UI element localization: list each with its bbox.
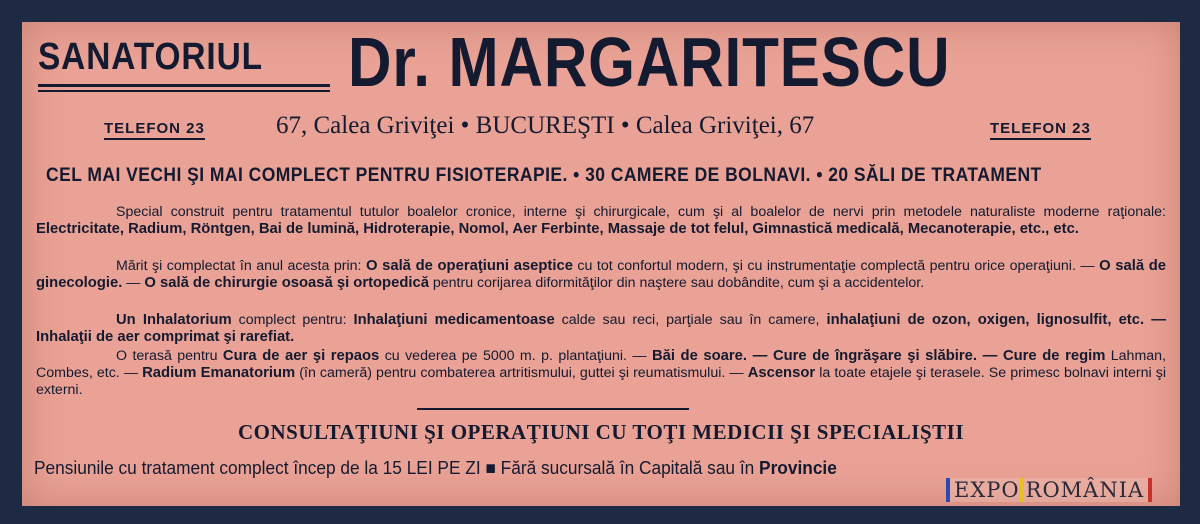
p2-f: O sală de chirurgie osoasă şi ortopedică bbox=[144, 275, 429, 291]
heading-underline bbox=[38, 84, 330, 87]
p3-a: Un Inhalatorium bbox=[116, 312, 232, 328]
p3-d: calde sau reci, parţiale sau în camere, bbox=[554, 312, 827, 328]
telefon-right bbox=[990, 120, 1091, 140]
p2-e: — bbox=[122, 275, 145, 291]
heading-underline-thin bbox=[38, 90, 330, 92]
address-line: 67, Calea Griviţei • BUCUREŞTI • Calea Griviţei, 67 bbox=[276, 112, 815, 139]
watermark-left: EXPO bbox=[954, 478, 1020, 502]
p1-plain: Special construit pentru tratamentul tutulor boalelor cronice, interne şi chirurgicale, cum şi al boalelor de nervi prin metodele naturaliste moderne raţionale: bbox=[116, 204, 1166, 220]
paragraph-inhalatorium bbox=[36, 312, 1166, 346]
consultations-heading: CONSULTAŢIUNI ŞI OPERAŢIUNI CU TOŢI MEDICII ŞI SPECIALIŞTII bbox=[237, 420, 965, 444]
telefon-left-text: TELEFON 23 bbox=[104, 120, 205, 137]
p3-e: inhalaţiuni de ozon, oxigen, lignosulfit, etc. — Inhalaţii de aer comprimat şi rarefiat. bbox=[36, 312, 1166, 345]
paragraph-treatments bbox=[36, 204, 1166, 238]
pension-separator-icon: ■ bbox=[485, 458, 496, 478]
section-divider bbox=[417, 408, 689, 410]
doctor-name-title: Dr. MARGARITESCU bbox=[348, 23, 951, 101]
p2-g: pentru corijarea diformităţilor din naştere sau dobândite, cum şi a accidentelor. bbox=[428, 275, 925, 291]
tagline: CEL MAI VECHI ŞI MAI COMPLECT PENTRU FISIOTERAPIE. • 30 CAMERE DE BOLNAVI. • 20 SĂLI DE TRATAMENT bbox=[46, 165, 1042, 186]
paragraph-terrace bbox=[36, 348, 1166, 399]
p4-a: O terasă pentru bbox=[116, 348, 223, 364]
pension-b: Fără sucursală în Capitală sau în bbox=[495, 458, 760, 478]
telefon-right-text: TELEFON 23 bbox=[990, 120, 1091, 137]
watermark-right: ROMÂNIA bbox=[1020, 478, 1145, 502]
pension-a: Pensiunile cu tratament complect încep de la 15 LEI PE ZI bbox=[34, 458, 486, 478]
expo-romania-watermark bbox=[946, 478, 1152, 502]
pension-line bbox=[34, 458, 1123, 479]
p4-d: Băi de soare. — Cure de îngrăşare şi slăbire. — Cure de regim bbox=[651, 348, 1106, 364]
telefon-left bbox=[104, 120, 205, 140]
advertisement-paper bbox=[22, 22, 1180, 506]
p2-a: Mărit şi complectat în anul acesta prin: bbox=[116, 258, 366, 274]
p4-e: Lahman, Combes, etc. — bbox=[36, 348, 1166, 381]
p4-i: la toate etajele şi terasele. Se primesc bolnavi interni şi externi. bbox=[36, 365, 1166, 398]
telefon-right-underline bbox=[990, 138, 1091, 140]
p4-f: Radium Emanatorium bbox=[142, 365, 296, 381]
telefon-left-underline bbox=[104, 138, 205, 140]
p4-b: Cura de aer şi repaos bbox=[222, 348, 380, 364]
p4-g: (în cameră) pentru combaterea artritismului, guttei şi reumatismului. — bbox=[295, 365, 748, 381]
p3-b: complect pentru: bbox=[231, 312, 354, 328]
p2-b: O sală de operaţiuni aseptice bbox=[365, 258, 573, 274]
p3-c: Inhalaţiuni medicamentoase bbox=[353, 312, 555, 328]
p4-c: cu vederea pe 5000 m. p. plantaţiuni. — bbox=[379, 348, 652, 364]
header bbox=[22, 23, 1180, 120]
p2-c: cu tot confortul modern, şi cu instrumentaţie complectă pentru orice operaţiuni. — bbox=[572, 258, 1100, 274]
p1-bold: Electricitate, Radium, Röntgen, Bai de lumină, Hidroterapie, Nomol, Aer Ferbinte, Massaje de tot felul, Gimnastică medicală, Mecanoterapie, etc., etc. bbox=[36, 221, 1079, 237]
p2-d: O sală de ginecologie. bbox=[36, 258, 1166, 291]
p4-h: Ascensor bbox=[747, 365, 816, 381]
sanatoriul-heading: SANATORIUL bbox=[38, 36, 263, 78]
pension-c: Provincie bbox=[759, 458, 837, 478]
paragraph-operating-rooms bbox=[36, 258, 1166, 292]
